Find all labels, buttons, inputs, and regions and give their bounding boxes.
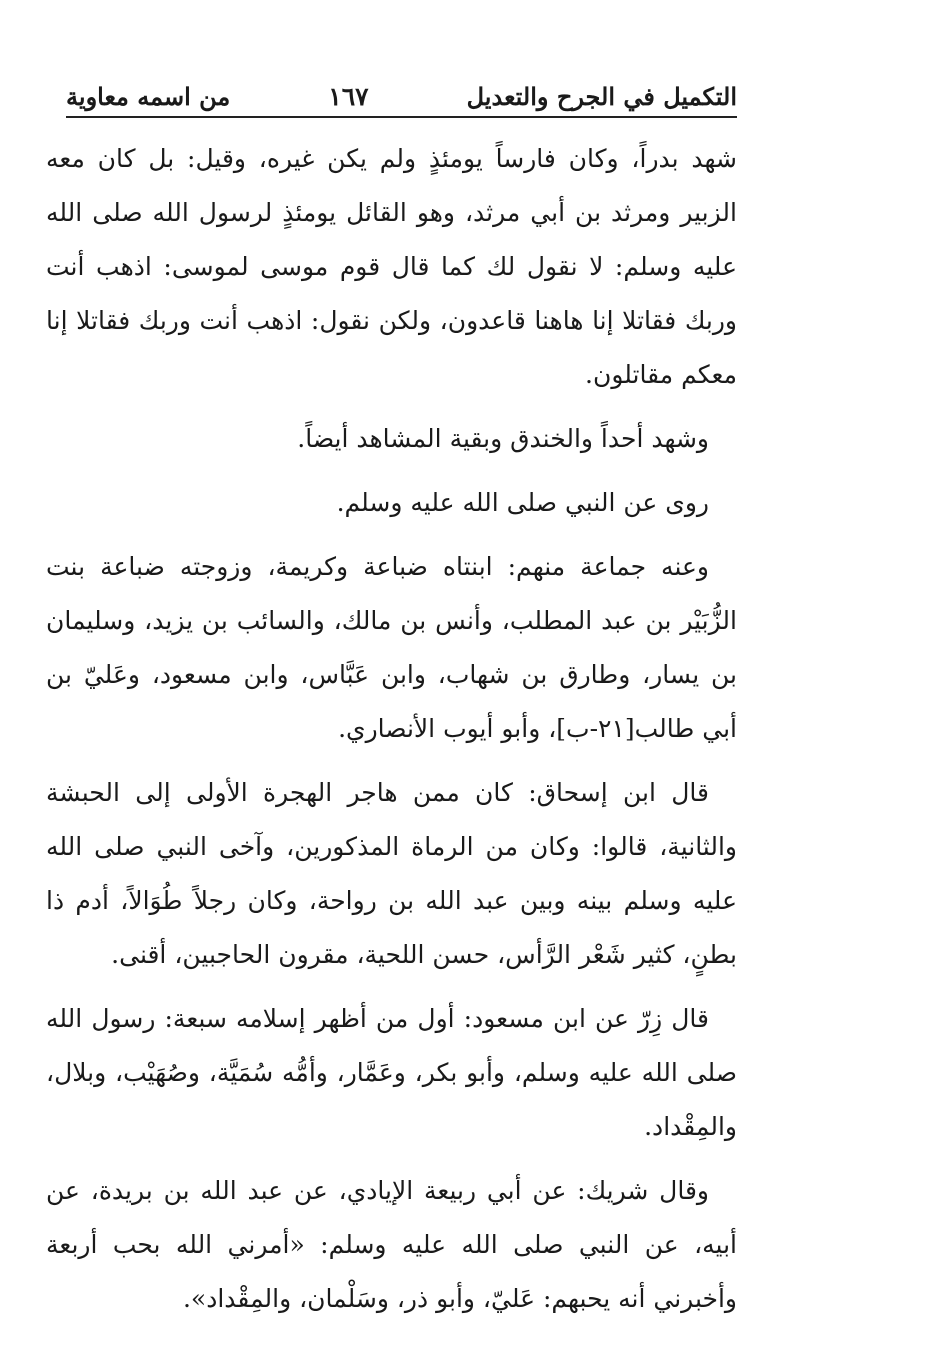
page-number: ١٦٧ [328, 81, 369, 111]
book-title: التكميل في الجرح والتعديل [466, 81, 737, 111]
paragraph: قال زِرّ عن ابن مسعود: أول من أظهر إسلامه سبعة: رسول الله صلى الله عليه وسلم، وأبو بكر، وعَمَّار، وأمُّه سُمَيَّة، وصُهَيْب، وبلال، والمِقْداد. [46, 1004, 737, 1141]
paragraph: شهد بدراً، وكان فارساً يومئذٍ ولم يكن غيره، وقيل: بل كان معه الزبير ومرثد بن أبي مرثد، وهو القائل يومئذٍ لرسول الله صلى الله عليه وسلم: لا نقول لك كما قال قوم موسى لموسى: اذهب أنت وربك فقاتلا إنا هاهنا قاعدون، ولكن نقول: اذهب أنت وربك فقاتلا إنا معكم مقاتلون. [46, 144, 737, 389]
running-header [66, 76, 737, 118]
paragraph: وعنه جماعة منهم: ابنتاه ضباعة وكريمة، وزوجته ضباعة بنت الزُّبَيْر بن عبد المطلب، وأنس بن مالك، والسائب بن يزيد، وسليمان بن يسار، وطارق بن شهاب، وابن عَبَّاس، وابن مسعود، وعَليّ بن أبي طالب[٢١-ب]، وأبو أيوب الأنصاري. [46, 552, 737, 743]
page-body [46, 132, 737, 1336]
section-title: من اسمه معاوية [66, 81, 231, 111]
paragraph: روى عن النبي صلى الله عليه وسلم. [336, 488, 709, 517]
paragraph: وشهد أحداً والخندق وبقية المشاهد أيضاً. [297, 424, 709, 453]
paragraph: وقال شريك: عن أبي ربيعة الإيادي، عن عبد الله بن بريدة، عن أبيه، عن النبي صلى الله عليه وسلم: «أمرني الله بحب أربعة وأخبرني أنه يحبهم: عَليّ، وأبو ذر، وسَلْمان، والمِقْداد». [46, 1176, 737, 1313]
paragraph: قال ابن إسحاق: كان ممن هاجر الهجرة الأولى إلى الحبشة والثانية، قالوا: وكان من الرماة المذكورين، وآخى النبي صلى الله عليه وسلم بينه وبين عبد الله بن رواحة، وكان رجلاً طُوَالاً، أدم ذا بطنٍ، كثير شَعْر الرَّأس، حسن اللحية، مقرون الحاجبين، أقنى. [46, 778, 737, 969]
